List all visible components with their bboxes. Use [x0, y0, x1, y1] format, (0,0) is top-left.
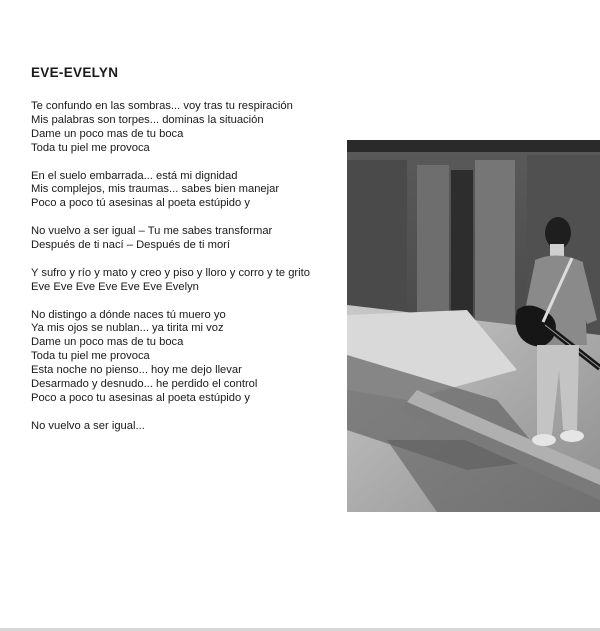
stanza: [31, 267, 331, 295]
lyric-line: Dame un poco mas de tu boca: [31, 336, 184, 349]
lyric-line: Toda tu piel me provoca: [31, 141, 150, 154]
lyric-line: No vuelvo a ser igual – Tu me sabes transformar: [31, 225, 273, 238]
lyric-line: Después de ti nací – Después de ti morí: [31, 239, 230, 252]
lyric-line: Ya mis ojos se nublan... ya tirita mi voz: [31, 322, 224, 335]
lyric-line: Poco a poco tú asesinas al poeta estúpido y: [31, 197, 250, 210]
lyric-line: Mis palabras son torpes... dominas la situación: [31, 113, 264, 126]
lyric-line: Dame un poco mas de tu boca: [31, 127, 184, 140]
lyric-line: Toda tu piel me provoca: [31, 350, 150, 363]
lyrics-body: [31, 100, 331, 448]
stanza: [31, 170, 331, 212]
lyric-line: Poco a poco tu asesinas al poeta estúpido y: [31, 391, 250, 404]
lyric-line: No vuelvo a ser igual...: [31, 419, 145, 432]
lyric-line: Desarmado y desnudo... he perdido el control: [31, 378, 258, 391]
band-photo: [347, 140, 600, 512]
stanza: [31, 309, 331, 406]
stanza: [31, 420, 331, 434]
lyric-line: Eve Eve Eve Eve Eve Eve Evelyn: [31, 280, 199, 293]
song-title: EVE-EVELYN: [31, 65, 119, 80]
lyric-line: Mis complejos, mis traumas... sabes bien manejar: [31, 183, 280, 196]
lyric-line: No distingo a dónde naces tú muero yo: [31, 308, 226, 321]
lyric-line: En el suelo embarrada... está mi dignidad: [31, 169, 238, 182]
lyric-line: Y sufro y río y mato y creo y piso y lloro y corro y te grito: [31, 266, 310, 279]
lyric-line: Esta noche no pienso... hoy me dejo llevar: [31, 364, 242, 377]
stanza: [31, 225, 331, 253]
lyric-line: Te confundo en las sombras... voy tras tu respiración: [31, 100, 293, 112]
stanza: [31, 100, 331, 156]
